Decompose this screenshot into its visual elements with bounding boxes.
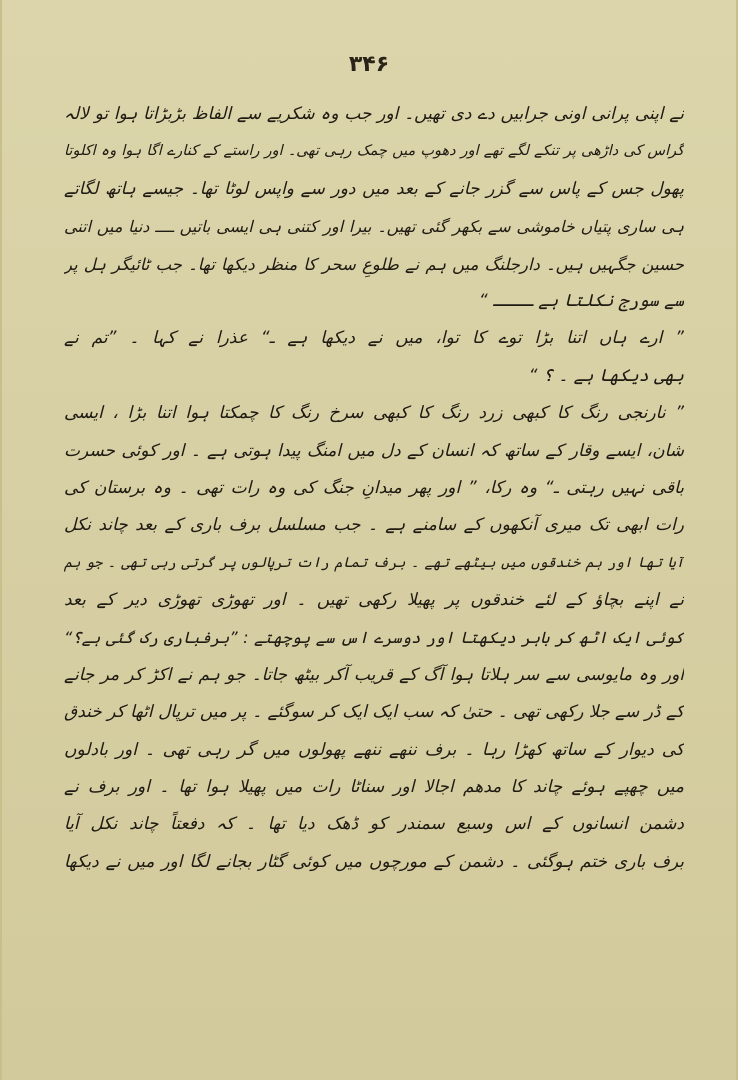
text-line: ” ارے ہاں اتنا بڑا توے کا توا، میں نے دیکھا ہے ـ“ عذرا نے کہا ۔ ”تم نے: [64, 328, 684, 349]
text-line: میں چھپے ہوئے چاند کا مدھم اجالا اور سناٹا رات میں پھیلا ہوا تھا ۔ اور برف نے: [64, 777, 684, 798]
text-line: نے اپنی پرانی اونی جرابیں دے دی تھیں۔ اور جب وہ شکریے سے الفاظ بڑبڑاتا ہوا تو لالہ: [64, 104, 684, 124]
text-line: باقی نہیں رہتی ـ“ وہ رکا، ” اور پھر میدانِ جنگ کی وہ رات تھی ۔ وہ برستان کی: [64, 477, 684, 498]
page-body-text: [64, 96, 684, 881]
text-line: کے ڈر سے جلا رکھی تھی ۔ حتیٰ کہ سب ایک ایک کر سوگئے ۔ پر میں ترپال اٹھا کر خندق: [64, 702, 684, 723]
text-line: ” نارنجی رنگ کا کبھی زرد رنگ کا کبھی سرخ رنگ کا چمکتا ہوا اتنا بڑا ، ایسی: [64, 403, 684, 424]
text-line: پھول جس کے پاس سے گزر جانے کے بعد میں دور سے واپس لوٹا تھا۔ جیسے ہاتھ لگاتے: [64, 178, 684, 199]
text-line: برف باری ختم ہوگئی ۔ دشمن کے مورچوں میں کوئی گٹار بجانے لگا اور میں نے دیکھا: [64, 851, 684, 872]
text-line: بھی دیکھا ہے ۔ ؟ “: [528, 365, 684, 386]
text-line: کی دیوار کے ساتھ کھڑا رہا ۔ برف ننھے ننھے پھولوں میں گر رہی تھی ۔ اور بادلوں: [64, 739, 684, 760]
text-line: کوئی ایک اٹھ کر باہر دیکھتا اور دوسرے اس سے پوچھتے : ”برفباری رک گئی ہے؟“: [64, 628, 684, 648]
text-line: اور وہ مایوسی سے سر ہلاتا ہوا آگ کے قریب آکر بیٹھ جاتا۔ جو ہم نے اکڑ کر مر جانے: [64, 664, 684, 685]
text-line: نے اپنے بچاؤ کے لئے خندقوں پر پھیلا رکھی تھیں ۔ اور تھوڑی تھوڑی دیر کے بعد: [64, 590, 684, 611]
text-line: رات ابھی تک میری آنکھوں کے سامنے ہے ۔ جب مسلسل برف باری کے بعد چاند نکل: [64, 515, 684, 536]
page-number: ۳۴۶: [348, 52, 390, 77]
text-line: آیا تھا اور ہم خندقوں میں بیٹھے تھے ۔ برف تمام رات ترپالوں پر گرتی رہی تھی ۔ جو ہم: [64, 554, 684, 571]
text-line: دشمن انسانوں کے اس وسیع سمندر کو ڈھک دیا تھا ۔ کہ دفعتاً چاند نکل آیا: [64, 814, 684, 835]
text-line: شان، ایسے وقار کے ساتھ کہ انسان کے دل میں امنگ پیدا ہوتی ہے ۔ اور کوئی حسرت: [64, 440, 684, 461]
text-line: ہی ساری پتیاں خاموشی سے بکھر گئی تھیں۔ بیرا اور کتنی ہی ایسی باتیں ــــ دنیا میں اتنی: [64, 217, 684, 237]
text-line: سے سورج نکلتا ہے ــــ “: [478, 290, 684, 311]
text-line: حسین جگہیں ہیں۔ دارجلنگ میں ہم نے طلوعِ سحر کا منظر دیکھا تھا۔ جب ٹائیگر ہل پر: [64, 254, 684, 274]
text-line: گراس کی داڑھی پر تنکے لگے تھے اور دھوپ میں چمک رہی تھی۔ اور راستے کے کنارے اگا ہوا وہ اکلوتا: [64, 143, 684, 160]
